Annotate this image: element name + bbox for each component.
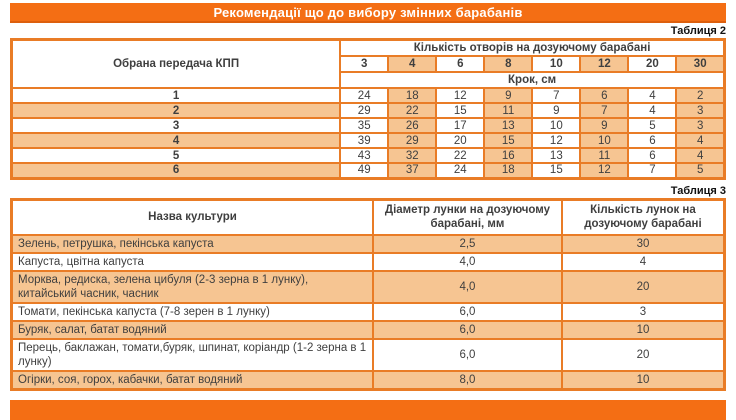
table2-step-value-cell: 4 xyxy=(676,133,724,148)
table2-gear-cell: 3 xyxy=(12,118,341,133)
table2-step-value-cell: 12 xyxy=(580,163,628,178)
table2-step-value-cell: 3 xyxy=(676,103,724,118)
table3-holes-cell: 4 xyxy=(562,253,725,271)
table2-corner-header: Обрана передача КПП xyxy=(12,40,341,89)
table-row xyxy=(12,118,725,133)
table2-step-value-cell: 9 xyxy=(484,88,532,103)
table3-holes-cell: 20 xyxy=(562,271,725,303)
table3-diameter-cell: 6,0 xyxy=(373,339,562,371)
table3-diameter-cell: 4,0 xyxy=(373,253,562,271)
table2-gear-cell: 4 xyxy=(12,133,341,148)
table-row xyxy=(12,371,725,390)
table2-step-value-cell: 39 xyxy=(340,133,388,148)
table3-diameter-cell: 6,0 xyxy=(373,321,562,339)
table3-caption: Таблиця 3 xyxy=(670,184,726,197)
table2-step-value-cell: 20 xyxy=(436,133,484,148)
table-row xyxy=(12,133,725,148)
table-row xyxy=(12,235,725,253)
table2-step-value-cell: 9 xyxy=(532,103,580,118)
table2-step-value-cell: 4 xyxy=(628,103,676,118)
table2-step-value-cell: 6 xyxy=(628,133,676,148)
table2-step-value-cell: 6 xyxy=(628,148,676,163)
table2-step-value-cell: 5 xyxy=(628,118,676,133)
table2-step-value-cell: 5 xyxy=(676,163,724,178)
table3-culture-cell: Зелень, петрушка, пекінська капуста xyxy=(12,235,373,253)
table2-hole-count-header: 10 xyxy=(532,56,580,72)
table2-step-value-cell: 2 xyxy=(676,88,724,103)
table3-diameter-cell: 6,0 xyxy=(373,303,562,321)
table-row xyxy=(12,339,725,371)
table2-step-value-cell: 37 xyxy=(388,163,436,178)
table2-step-value-cell: 15 xyxy=(436,103,484,118)
table3-header-culture: Назва культури xyxy=(12,199,373,235)
table2-step-value-cell: 35 xyxy=(340,118,388,133)
table2-step-value-cell: 17 xyxy=(436,118,484,133)
table2-step-value-cell: 16 xyxy=(484,148,532,163)
table2-hole-count-header: 4 xyxy=(388,56,436,72)
table2-step-value-cell: 22 xyxy=(436,148,484,163)
table2-gear-cell: 2 xyxy=(12,103,341,118)
table2-step-value-cell: 32 xyxy=(388,148,436,163)
table3-header-holes: Кількість лунок на дозуючому барабані xyxy=(562,199,725,235)
table3-culture-cell: Морква, редиска, зелена цибуля (2-3 зерна в 1 лунку), китайський часник, часник xyxy=(12,271,373,303)
table2-step-value-cell: 29 xyxy=(340,103,388,118)
table2-step-value-cell: 15 xyxy=(484,133,532,148)
table2-gear-cell: 6 xyxy=(12,163,341,178)
table-row xyxy=(12,321,725,339)
table3-holes-cell: 30 xyxy=(562,235,725,253)
table2-hole-count-header: 20 xyxy=(628,56,676,72)
table-row xyxy=(12,253,725,271)
table3-holes-cell: 10 xyxy=(562,321,725,339)
table3-culture-cell: Перець, баклажан, томати,буряк, шпинат, коріандр (1-2 зерна в 1 лунку) xyxy=(12,339,373,371)
table3-holes-cell: 20 xyxy=(562,339,725,371)
table2-step-value-cell: 11 xyxy=(484,103,532,118)
table2-step-value-cell: 10 xyxy=(580,133,628,148)
table2-hole-count-header: 30 xyxy=(676,56,724,72)
table2-step-value-cell: 49 xyxy=(340,163,388,178)
table2-step-value-cell: 7 xyxy=(532,88,580,103)
table2-hole-count-header: 12 xyxy=(580,56,628,72)
table2-step-value-cell: 29 xyxy=(388,133,436,148)
table3-culture-cell: Огірки, соя, горох, кабачки, батат водяний xyxy=(12,371,373,390)
table3-diameter-cell: 8,0 xyxy=(373,371,562,390)
table2-step-value-cell: 18 xyxy=(388,88,436,103)
table2-hole-count-header: 3 xyxy=(340,56,388,72)
table2-step-value-cell: 11 xyxy=(580,148,628,163)
table2-top-header: Кількість отворів на дозуючому барабані xyxy=(340,40,724,57)
table2-hole-count-header: 8 xyxy=(484,56,532,72)
table3-header-diameter: Діаметр лунки на дозуючому барабані, мм xyxy=(373,199,562,235)
page-title-bar xyxy=(10,3,726,23)
table2-step-value-cell: 13 xyxy=(532,148,580,163)
culture-table xyxy=(10,198,726,392)
table2-step-value-cell: 24 xyxy=(436,163,484,178)
table2-caption: Таблиця 2 xyxy=(670,25,726,37)
table2-step-value-cell: 12 xyxy=(436,88,484,103)
table2-gear-cell: 1 xyxy=(12,88,341,103)
table3-holes-cell: 10 xyxy=(562,371,725,390)
table2-step-value-cell: 4 xyxy=(628,88,676,103)
table2-step-value-cell: 26 xyxy=(388,118,436,133)
table2-step-value-cell: 43 xyxy=(340,148,388,163)
table2-step-value-cell: 9 xyxy=(580,118,628,133)
gear-step-table xyxy=(10,38,726,180)
table-row xyxy=(12,103,725,118)
table-row xyxy=(12,303,725,321)
table2-hole-count-header: 6 xyxy=(436,56,484,72)
page-title: Рекомендації що до вибору змінних барабанів xyxy=(213,4,523,20)
table2-step-subheader: Крок, см xyxy=(340,72,724,88)
bottom-accent-bar xyxy=(10,400,726,420)
table3-culture-cell: Буряк, салат, батат водяний xyxy=(12,321,373,339)
table-row xyxy=(12,148,725,163)
table2-step-value-cell: 3 xyxy=(676,118,724,133)
table2-step-value-cell: 6 xyxy=(580,88,628,103)
table3-diameter-cell: 4,0 xyxy=(373,271,562,303)
table2-step-value-cell: 18 xyxy=(484,163,532,178)
table2-step-value-cell: 22 xyxy=(388,103,436,118)
table2-step-value-cell: 15 xyxy=(532,163,580,178)
table2-gear-cell: 5 xyxy=(12,148,341,163)
table2-step-value-cell: 7 xyxy=(628,163,676,178)
table3-diameter-cell: 2,5 xyxy=(373,235,562,253)
table2-step-value-cell: 13 xyxy=(484,118,532,133)
table2-step-value-cell: 10 xyxy=(532,118,580,133)
table-row xyxy=(12,163,725,178)
table3-holes-cell: 3 xyxy=(562,303,725,321)
table3-culture-cell: Томати, пекінська капуста (7-8 зерен в 1 лунку) xyxy=(12,303,373,321)
table3-culture-cell: Капуста, цвітна капуста xyxy=(12,253,373,271)
table-row xyxy=(12,88,725,103)
table2-step-value-cell: 24 xyxy=(340,88,388,103)
table2-step-value-cell: 7 xyxy=(580,103,628,118)
table2-step-value-cell: 12 xyxy=(532,133,580,148)
table-row xyxy=(12,271,725,303)
table2-step-value-cell: 4 xyxy=(676,148,724,163)
